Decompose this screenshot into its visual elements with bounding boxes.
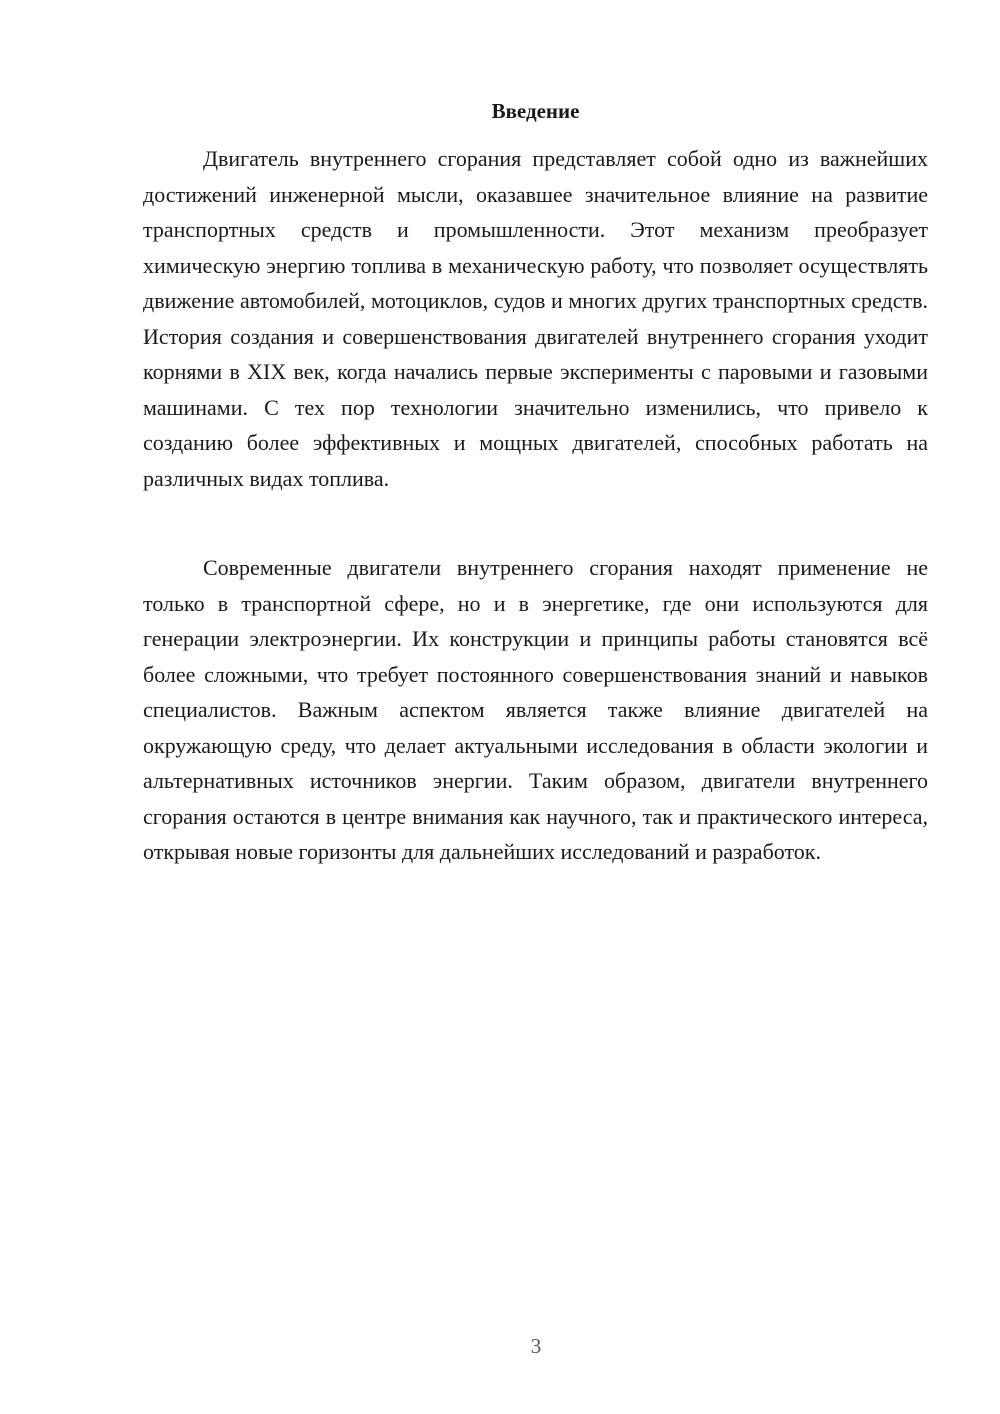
section-heading: Введение	[491, 99, 580, 123]
paragraph-1: Двигатель внутреннего сгорания представляет собой одно из важнейших достижений инженерной мысли, оказавшее значительное влияние на развитие транспортных средств и промышленности. Этот механизм преобразует химическую энергию топлива в механическую работу, что позволяет осуществлять движение автомобилей, мотоциклов, судов и многих других транспортных средств. История создания и совершенствования двигателей внутреннего сгорания уходит корнями в XIX век, когда начались первые эксперименты с паровыми и газовыми машинами. С тех пор технологии значительно изменились, что привело к созданию более эффективных и мощных двигателей, способных работать на различных видах топлива.	[143, 146, 928, 491]
paragraph-2: Современные двигатели внутреннего сгорания находят применение не только в транспортной сфере, но и в энергетике, где они используются для генерации электроэнергии. Их конструкции и принципы работы становятся всё более сложными, что требует постоянного совершенствования знаний и навыков специалистов. Важным аспектом является также влияние двигателей на окружающую среду, что делает актуальными исследования в области экологии и альтернативных источников энергии. Таким образом, двигатели внутреннего сгорания остаются в центре внимания как научного, так и практического интереса, открывая новые горизонты для дальнейших исследований и разработок.	[143, 555, 928, 864]
page-number: 3	[530, 1334, 542, 1358]
